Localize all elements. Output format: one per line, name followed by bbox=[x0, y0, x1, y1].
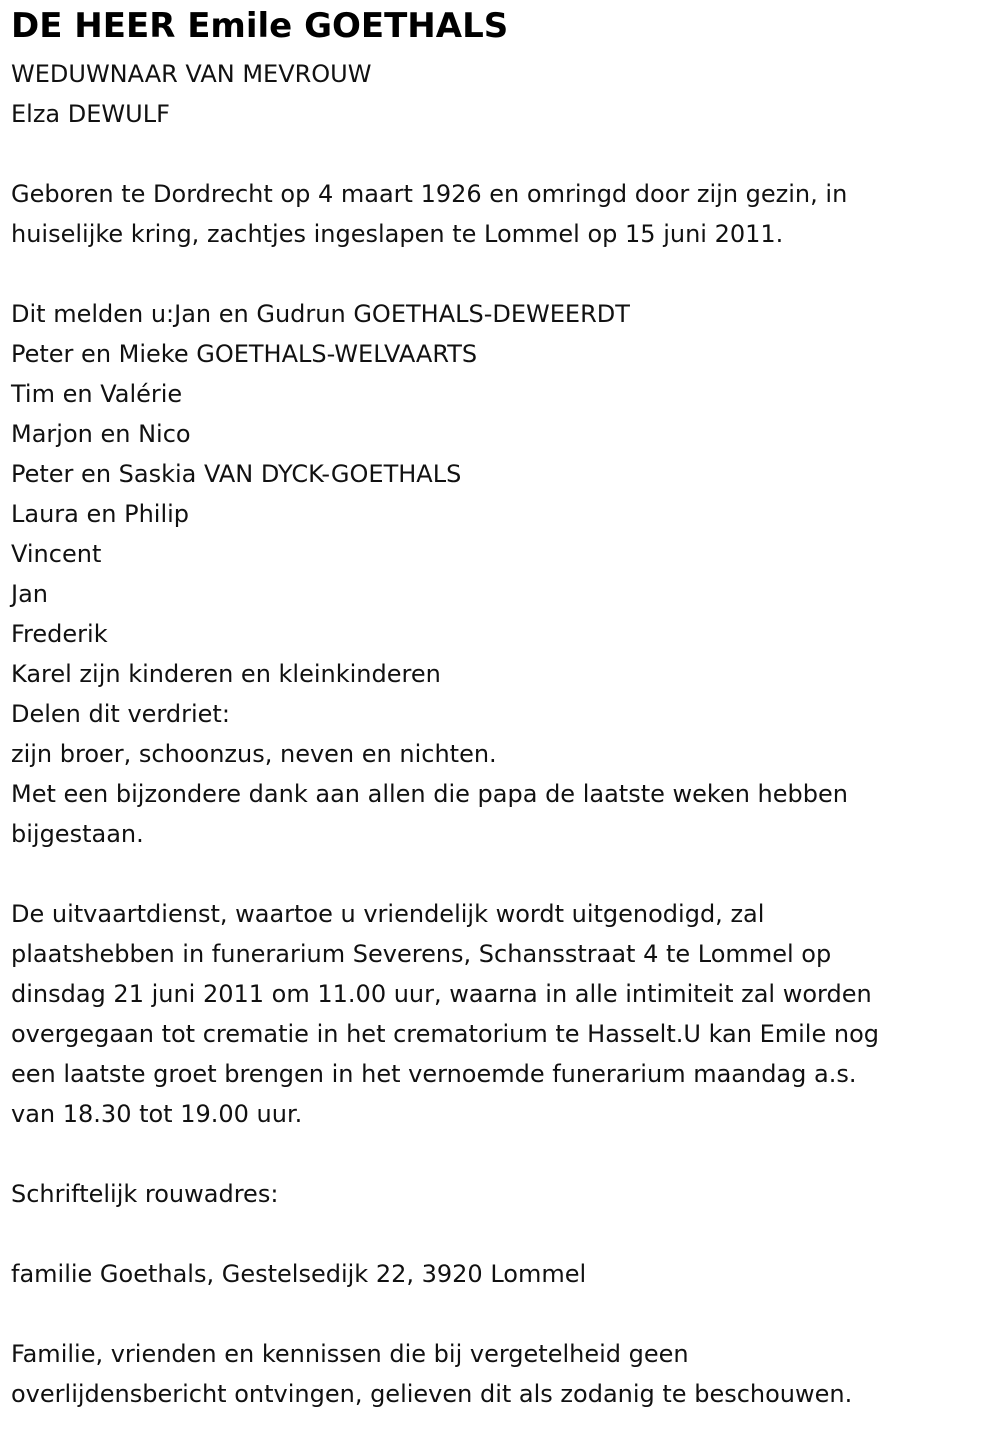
subtitle-line: Elza DEWULF bbox=[11, 100, 170, 128]
family-line: Met een bijzondere dank aan allen die papa de laatste weken hebben bbox=[11, 780, 848, 808]
family-line: Dit melden u:Jan en Gudrun GOETHALS-DEWEERDT bbox=[11, 300, 630, 328]
address-label: Schriftelijk rouwadres: bbox=[11, 1180, 279, 1208]
family-line: Peter en Mieke GOETHALS-WELVAARTS bbox=[11, 340, 478, 368]
family-line: Jan bbox=[11, 580, 48, 608]
address-text: familie Goethals, Gestelsedijk 22, 3920 Lommel bbox=[11, 1260, 587, 1288]
closing-line: overlijdensbericht ontvingen, gelieven dit als zodanig te beschouwen. bbox=[11, 1380, 853, 1408]
service-line: van 18.30 tot 19.00 uur. bbox=[11, 1100, 303, 1128]
birth-line: huiselijke kring, zachtjes ingeslapen te Lommel op 15 juni 2011. bbox=[11, 220, 784, 248]
family-line: Frederik bbox=[11, 620, 108, 648]
family-line: Marjon en Nico bbox=[11, 420, 191, 448]
service-line: overgegaan tot crematie in het crematorium te Hasselt.U kan Emile nog bbox=[11, 1020, 879, 1048]
page-title: DE HEER Emile GOETHALS bbox=[11, 6, 509, 46]
family-line: Delen dit verdriet: bbox=[11, 700, 230, 728]
family-line: Laura en Philip bbox=[11, 500, 190, 528]
service-line: plaatshebben in funerarium Severens, Schansstraat 4 te Lommel op bbox=[11, 940, 832, 968]
service-line: dinsdag 21 juni 2011 om 11.00 uur, waarna in alle intimiteit zal worden bbox=[11, 980, 872, 1008]
family-line: zijn broer, schoonzus, neven en nichten. bbox=[11, 740, 497, 768]
family-line: Tim en Valérie bbox=[11, 380, 183, 408]
service-line: een laatste groet brengen in het vernoemde funerarium maandag a.s. bbox=[11, 1060, 857, 1088]
subtitle-line: WEDUWNAAR VAN MEVROUW bbox=[11, 60, 372, 88]
birth-line: Geboren te Dordrecht op 4 maart 1926 en omringd door zijn gezin, in bbox=[11, 180, 848, 208]
family-line: Karel zijn kinderen en kleinkinderen bbox=[11, 660, 441, 688]
family-line: Peter en Saskia VAN DYCK-GOETHALS bbox=[11, 460, 462, 488]
family-line: bijgestaan. bbox=[11, 820, 144, 848]
family-line: Vincent bbox=[11, 540, 102, 568]
service-line: De uitvaartdienst, waartoe u vriendelijk wordt uitgenodigd, zal bbox=[11, 900, 765, 928]
closing-line: Familie, vrienden en kennissen die bij vergetelheid geen bbox=[11, 1340, 689, 1368]
